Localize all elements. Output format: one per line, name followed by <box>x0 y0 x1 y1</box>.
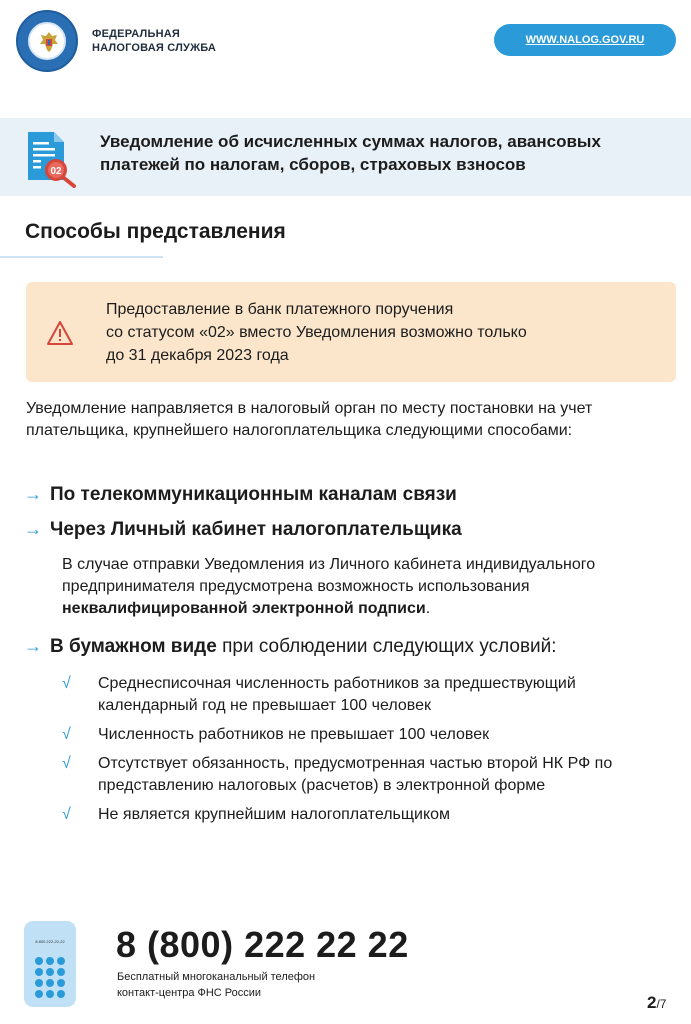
section-heading: Способы представления <box>25 220 286 243</box>
method-label: Через Личный кабинет налогоплательщика <box>50 519 462 540</box>
website-link-button[interactable]: WWW.NALOG.GOV.RU <box>494 24 676 56</box>
document-title: Уведомление об исчисленных суммах налогов, авансовых платежей по налогам, сборов, страховых взносов <box>100 132 601 174</box>
arrow-right-icon: → <box>24 519 42 539</box>
method-cabinet-note <box>62 554 682 620</box>
document-02-magnifier-icon <box>22 128 82 188</box>
note-text: В случае отправки Уведомления из Личного кабинета индивидуального предпринимателя предусмотрена возможность использования <box>62 556 596 595</box>
document-title-band <box>0 118 691 196</box>
conditions-list <box>62 673 677 833</box>
org-name <box>92 27 216 55</box>
page-total: /7 <box>656 997 667 1011</box>
org-name-line2: НАЛОГОВАЯ СЛУЖБА <box>92 42 217 54</box>
list-item <box>62 804 677 826</box>
method-item-paper <box>24 636 557 658</box>
list-item <box>62 724 677 746</box>
condition-text: Среднесписочная численность работников за предшествующий календарный год не превышает 100 человек <box>98 675 576 714</box>
method-label-rest: при соблюдении следующих условий: <box>216 636 557 657</box>
phone-keypad-icon <box>24 921 76 1007</box>
fns-logo <box>16 10 78 72</box>
warning-line3: до 31 декабря 2023 года <box>106 347 289 364</box>
note-bold-text: неквалифицированной электронной подписи <box>62 600 426 617</box>
method-item-telecom <box>24 484 457 506</box>
phone-screen-text: 8 800 222-22-22 <box>35 939 65 944</box>
page-header <box>0 0 691 90</box>
condition-text: Не является крупнейшим налогоплательщиком <box>98 806 451 823</box>
keypad <box>35 957 65 998</box>
arrow-right-icon: → <box>24 636 42 656</box>
method-label: По телекоммуникационным каналам связи <box>50 484 457 505</box>
eagle-emblem-icon <box>38 30 60 54</box>
method-label-bold: В бумажном виде <box>50 636 217 657</box>
org-name-line1: ФЕДЕРАЛЬНАЯ <box>92 28 180 40</box>
list-item <box>62 753 677 797</box>
hotline-phone-number[interactable]: 8 (800) 222 22 22 <box>116 924 409 965</box>
check-icon: √ <box>62 726 71 743</box>
warning-triangle-icon <box>46 320 74 346</box>
page-current: 2 <box>647 993 657 1012</box>
check-icon: √ <box>62 755 71 772</box>
warning-line2: со статусом «02» вместо Уведомления возможно только <box>106 324 527 341</box>
section-underline <box>0 256 163 258</box>
warning-box <box>26 282 676 382</box>
arrow-right-icon: → <box>24 484 42 504</box>
intro-paragraph: Уведомление направляется в налоговый орган по месту постановки на учет плательщика, крупнейшего налогоплательщика следующими способами: <box>26 400 593 439</box>
warning-text <box>106 298 666 367</box>
page-number <box>647 993 666 1013</box>
check-icon: √ <box>62 806 71 823</box>
doc-icon-label: 02 <box>50 166 62 177</box>
hotline-description <box>117 969 315 1001</box>
condition-text: Численность работников не превышает 100 человек <box>98 726 490 743</box>
note-end: . <box>425 600 431 617</box>
list-item <box>62 673 677 717</box>
check-icon: √ <box>62 675 71 692</box>
method-item-cabinet <box>24 519 462 541</box>
hotline-desc-line2: контакт-центра ФНС России <box>117 987 262 999</box>
warning-line1: Предоставление в банк платежного поручения <box>106 301 454 318</box>
hotline-desc-line1: Бесплатный многоканальный телефон <box>117 971 316 983</box>
condition-text: Отсутствует обязанность, предусмотренная частью второй НК РФ по представлению налоговых (расчетов) в электронной форме <box>98 755 613 794</box>
